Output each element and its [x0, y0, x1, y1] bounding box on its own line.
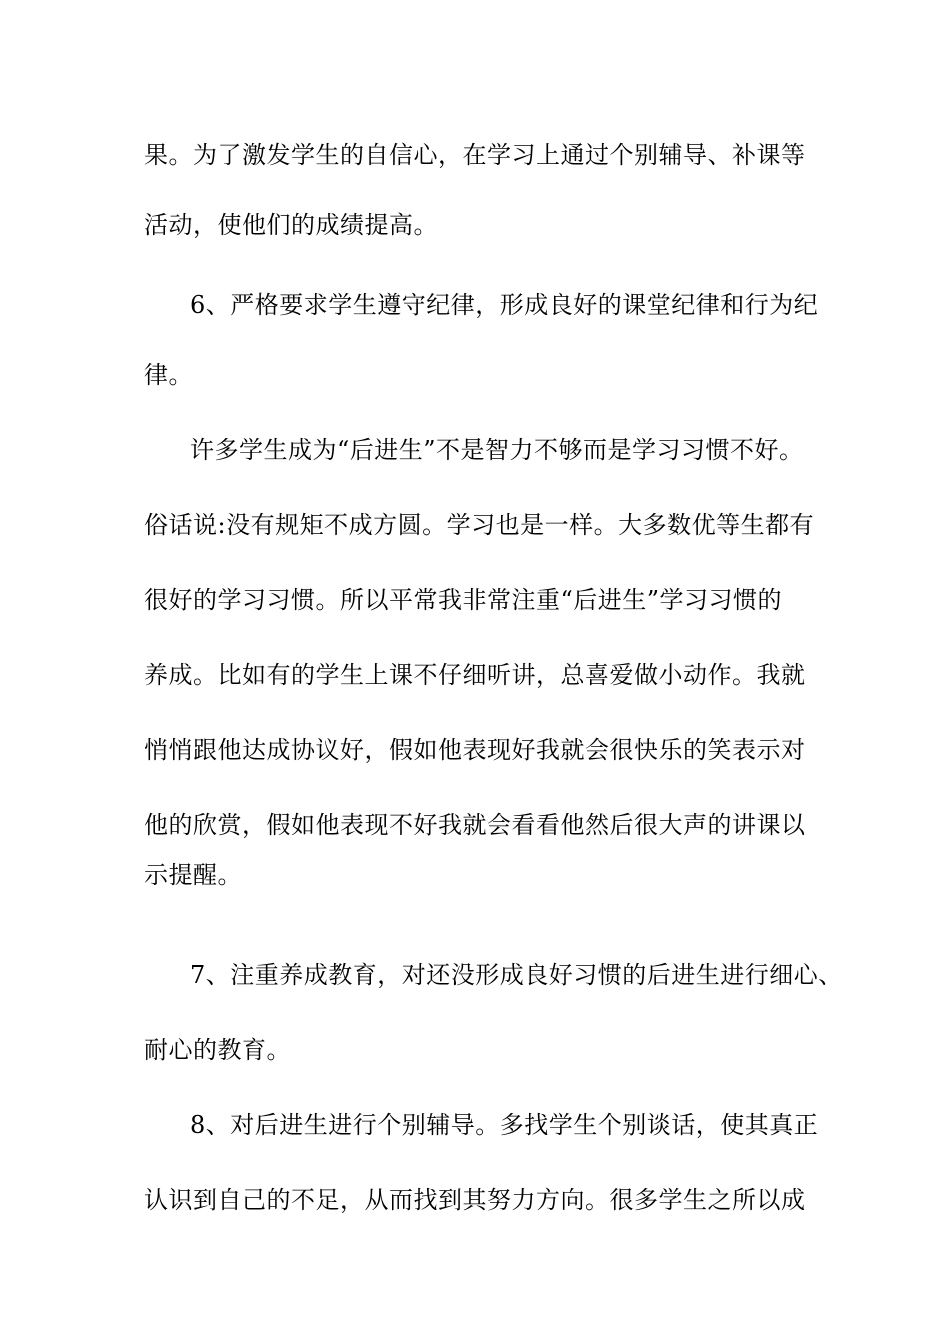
paragraph-7-first-line: 7、注重养成教育，对还没形成良好习惯的后进生进行细心、: [190, 961, 843, 989]
text-line: 养成。比如有的学生上课不仔细听讲，总喜爱做小动作。我就: [144, 661, 806, 689]
text-line: 他的欣赏，假如他表现不好我就会看看他然后很大声的讲课以: [144, 811, 806, 839]
text-line: 俗话说:没有规矩不成方圆。学习也是一样。大多数优等生都有: [144, 511, 815, 539]
text-line: 悄悄跟他达成协议好，假如他表现好我就会很快乐的笑表示对: [144, 736, 806, 764]
text-line: 耐心的教育。: [144, 1036, 291, 1064]
text-line: 律。: [144, 361, 193, 389]
text-line: 认识到自己的不足，从而找到其努力方向。很多学生之所以成: [144, 1186, 806, 1214]
text-line: 活动，使他们的成绩提高。: [144, 211, 438, 239]
paragraph-8-first-line: 8、对后进生进行个别辅导。多找学生个别谈话，使其真正: [190, 1111, 819, 1139]
text-line: 示提醒。: [144, 861, 242, 889]
text-line: 果。为了激发学生的自信心，在学习上通过个别辅导、补课等: [144, 141, 806, 169]
text-line: 很好的学习习惯。所以平常我非常注重“后进生”学习习惯的: [144, 586, 783, 614]
paragraph-6-first-line: 6、严格要求学生遵守纪律，形成良好的课堂纪律和行为纪: [190, 291, 819, 319]
paragraph-first-line: 许多学生成为“后进生”不是智力不够而是学习习惯不好。: [190, 436, 804, 464]
